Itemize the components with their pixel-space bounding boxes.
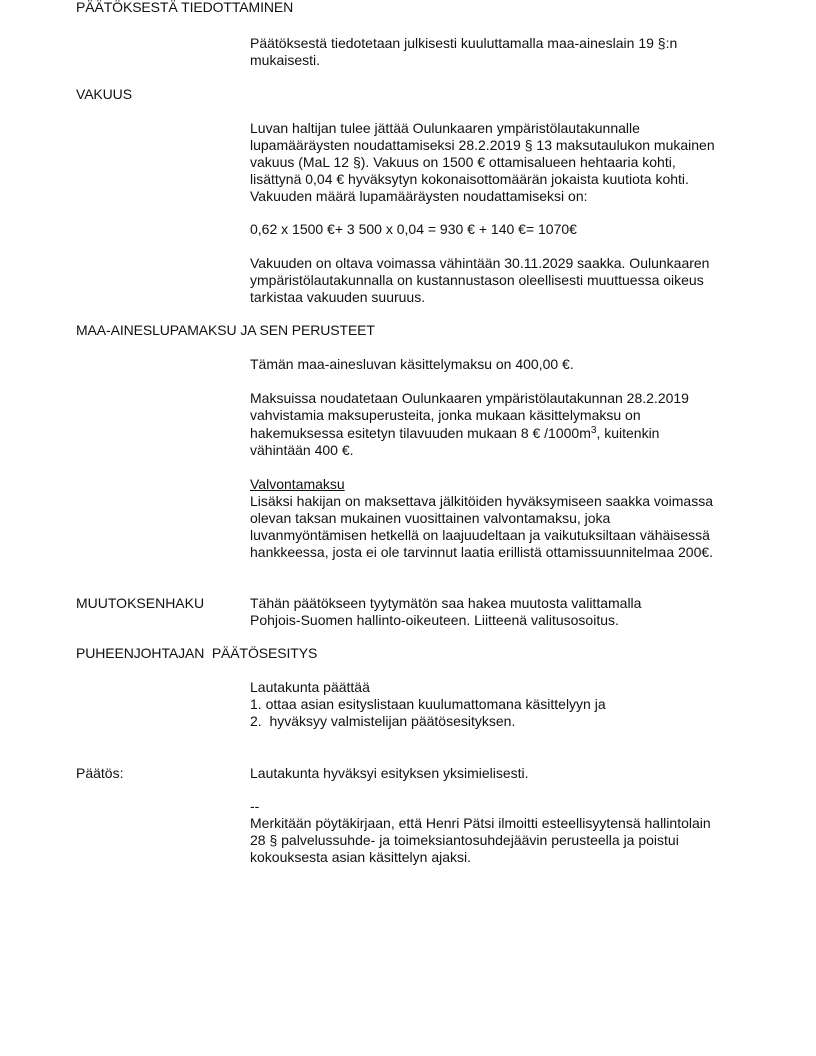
paragraph-line: luvanmyöntämisen hetkellä on laajuudeltaan ja vaikutuksiltaan vähäisessä: [250, 527, 710, 543]
paragraph-line: olevan taksan mukainen vuosittainen valvontamaksu, joka: [250, 510, 611, 526]
line-text: hakemuksessa esitetyn tilavuuden mukaan 8 € /1000m: [250, 425, 591, 441]
paragraph-line: vahvistamia maksuperusteita, jonka mukaan käsittelymaksu on: [250, 407, 641, 423]
paragraph-line: Merkitään pöytäkirjaan, että Henri Pätsi ilmoitti esteellisyytensä hallintolain: [250, 815, 711, 831]
paragraph-line: mukaisesti.: [250, 52, 321, 68]
label-muutoksenhaku: MUUTOKSENHAKU: [76, 595, 205, 611]
paragraph-line: Pohjois-Suomen hallinto-oikeuteen. Liitteenä valitusosoitus.: [250, 612, 619, 628]
paragraph-line: Lisäksi hakijan on maksettava jälkitöiden hyväksymiseen saakka voimassa: [250, 493, 713, 509]
separator: --: [250, 798, 260, 814]
paragraph-line: 28 § palvelussuhde- ja toimeksiantosuhdejäävin perusteella ja poistui: [250, 832, 679, 848]
paragraph-line: ympäristölautakunnalla on kustannustason oleellisesti muuttuessa oikeus: [250, 272, 704, 288]
section-heading-puheenjohtaja: PUHEENJOHTAJAN PÄÄTÖSESITYS: [76, 645, 318, 661]
paragraph-line: Tähän päätökseen tyytymätön saa hakea muutosta valittamalla: [250, 595, 642, 611]
paragraph-line: [250, 425, 659, 442]
section-heading-lupamaksu: MAA-AINESLUPAMAKSU JA SEN PERUSTEET: [76, 322, 375, 338]
fee-line: Tämän maa-ainesluvan käsittelymaksu on 400,00 €.: [250, 356, 574, 372]
paragraph-line: tarkistaa vakuuden suuruus.: [250, 289, 426, 305]
subheading-valvontamaksu: [250, 476, 345, 493]
label-paatos: Päätös:: [76, 765, 124, 781]
subheading-text: Valvontamaksu: [250, 476, 345, 492]
paragraph-line: vähintään 400 €.: [250, 442, 354, 458]
paragraph-line: Vakuuden määrä lupamääräysten noudattamiseksi on:: [250, 188, 588, 204]
paragraph-line: lupamääräysten noudattamiseksi 28.2.2019 § 13 maksutaulukon mukainen: [250, 137, 715, 153]
vakuus-formula: 0,62 x 1500 €+ 3 500 x 0,04 = 930 € + 140 €= 1070€: [250, 221, 577, 237]
section-heading-tiedottaminen: PÄÄTÖKSESTÄ TIEDOTTAMINEN: [76, 0, 294, 15]
list-item: 1. ottaa asian esityslistaan kuulumattomana käsittelyyn ja: [250, 696, 606, 712]
superscript: 3: [590, 425, 597, 436]
decision-line: Lautakunta hyväksyi esityksen yksimielisesti.: [250, 765, 529, 781]
paragraph-line: Lautakunta päättää: [250, 679, 370, 695]
line-text: , kuitenkin: [596, 425, 660, 441]
paragraph-line: lisättynä 0,04 € hyväksytyn kokonaisottomäärän jokaista kuutiota kohti.: [250, 171, 689, 187]
paragraph-line: vakuus (MaL 12 §). Vakuus on 1500 € ottamisalueen hehtaaria kohti,: [250, 154, 676, 170]
paragraph-line: Luvan haltijan tulee jättää Oulunkaaren ympäristölautakunnalle: [250, 120, 640, 136]
paragraph-line: Maksuissa noudatetaan Oulunkaaren ympäristölautakunnan 28.2.2019: [250, 390, 689, 406]
paragraph-line: Vakuuden on oltava voimassa vähintään 30.11.2029 saakka. Oulunkaaren: [250, 255, 710, 271]
paragraph-line: kokouksesta asian käsittelyn ajaksi.: [250, 849, 471, 865]
paragraph-line: Päätöksestä tiedotetaan julkisesti kuuluttamalla maa-aineslain 19 §:n: [250, 35, 678, 51]
section-heading-vakuus: VAKUUS: [76, 86, 132, 102]
paragraph-line: hankkeessa, josta ei ole tarvinnut laatia erillistä ottamissuunnitelmaa 200€.: [250, 544, 714, 560]
list-item: 2. hyväksyy valmistelijan päätösesityksen.: [250, 713, 516, 729]
